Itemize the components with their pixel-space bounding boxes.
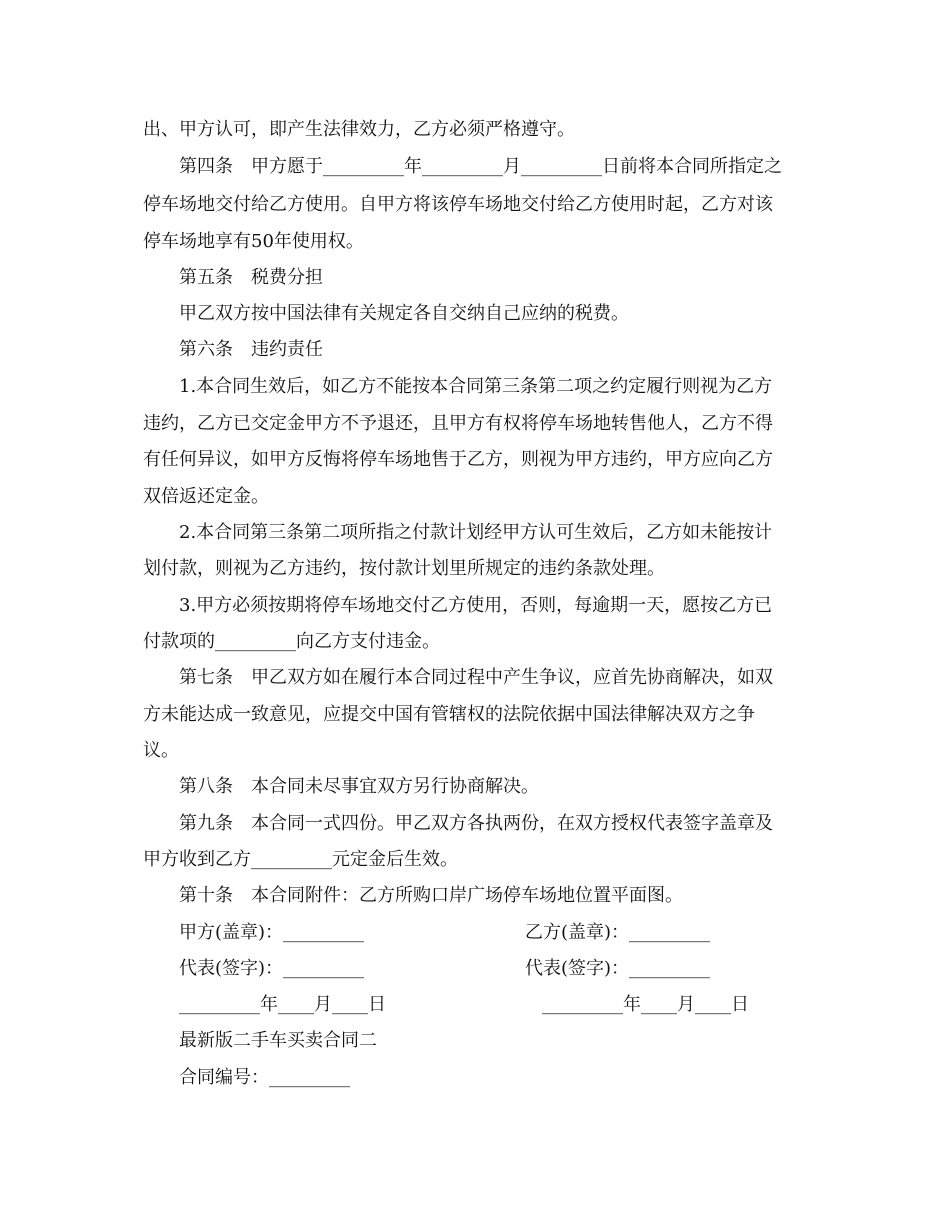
party-a-representative: 代表(签字)：_________ — [179, 958, 365, 979]
article-6-heading: 第六条 违约责任 — [179, 339, 323, 360]
paragraph-line: 甲乙双方按中国法律有关规定各自交纳自己应纳的税费。 — [179, 303, 629, 324]
paragraph-line: 出、甲方认可，即产生法律效力，乙方必须严格遵守。 — [143, 119, 575, 140]
clause-3-line: 3.甲方必须按期将停车场地交付乙方使用，否则，每逾期一天，愿按乙方已 — [179, 595, 773, 616]
paragraph-line: 有任何异议，如甲方反悔将停车场地售于乙方，则视为甲方违约，甲方应向乙方 — [143, 449, 773, 470]
article-8-line: 第八条 本合同未尽事宜双方另行协商解决。 — [179, 776, 539, 797]
paragraph-line: 双倍返还定金。 — [143, 486, 269, 507]
article-10-line: 第十条 本合同附件：乙方所购口岸广场停车场地位置平面图。 — [179, 885, 683, 906]
party-b-representative: 代表(签字)：_________ — [525, 958, 711, 979]
article-7-line: 第七条 甲乙双方如在履行本合同过程中产生争议，应首先协商解决，如双 — [179, 667, 773, 688]
party-b-date: _________年____月____日 — [542, 994, 749, 1015]
party-a-date: _________年____月____日 — [179, 994, 386, 1015]
article-5-heading: 第五条 税费分担 — [179, 267, 323, 288]
paragraph-line: 方未能达成一致意见，应提交中国有管辖权的法院依据中国法律解决双方之争 — [143, 704, 755, 725]
paragraph-line: 议。 — [143, 740, 179, 761]
paragraph-line: 停车场地交付给乙方使用。自甲方将该停车场地交付给乙方使用时起，乙方对该 — [143, 194, 773, 215]
paragraph-line: 划付款，则视为乙方违约，按付款计划里所规定的违约条款处理。 — [143, 558, 665, 579]
paragraph-line: 付款项的_________向乙方支付违金。 — [143, 631, 440, 652]
paragraph-line: 违约，乙方已交定金甲方不予退还，且甲方有权将停车场地转售他人，乙方不得 — [143, 413, 773, 434]
party-a-seal: 甲方(盖章)：_________ — [179, 922, 365, 943]
contract-number: 合同编号：_________ — [179, 1067, 350, 1088]
paragraph-line: 甲方收到乙方_________元定金后生效。 — [143, 849, 458, 870]
paragraph-line: 停车场地享有50年使用权。 — [143, 231, 364, 252]
next-contract-title: 最新版二手车买卖合同二 — [179, 1030, 377, 1051]
article-9-line: 第九条 本合同一式四份。甲乙双方各执两份，在双方授权代表签字盖章及 — [179, 813, 773, 834]
clause-1-line: 1.本合同生效后，如乙方不能按本合同第三条第二项之约定履行则视为乙方 — [179, 376, 773, 397]
article-4-line: 第四条 甲方愿于_________年_________月_________日前将本合同所指定之 — [179, 156, 782, 177]
party-b-seal: 乙方(盖章)：_________ — [525, 922, 711, 943]
clause-2-line: 2.本合同第三条第二项所指之付款计划经甲方认可生效后，乙方如未能按计 — [179, 522, 773, 543]
